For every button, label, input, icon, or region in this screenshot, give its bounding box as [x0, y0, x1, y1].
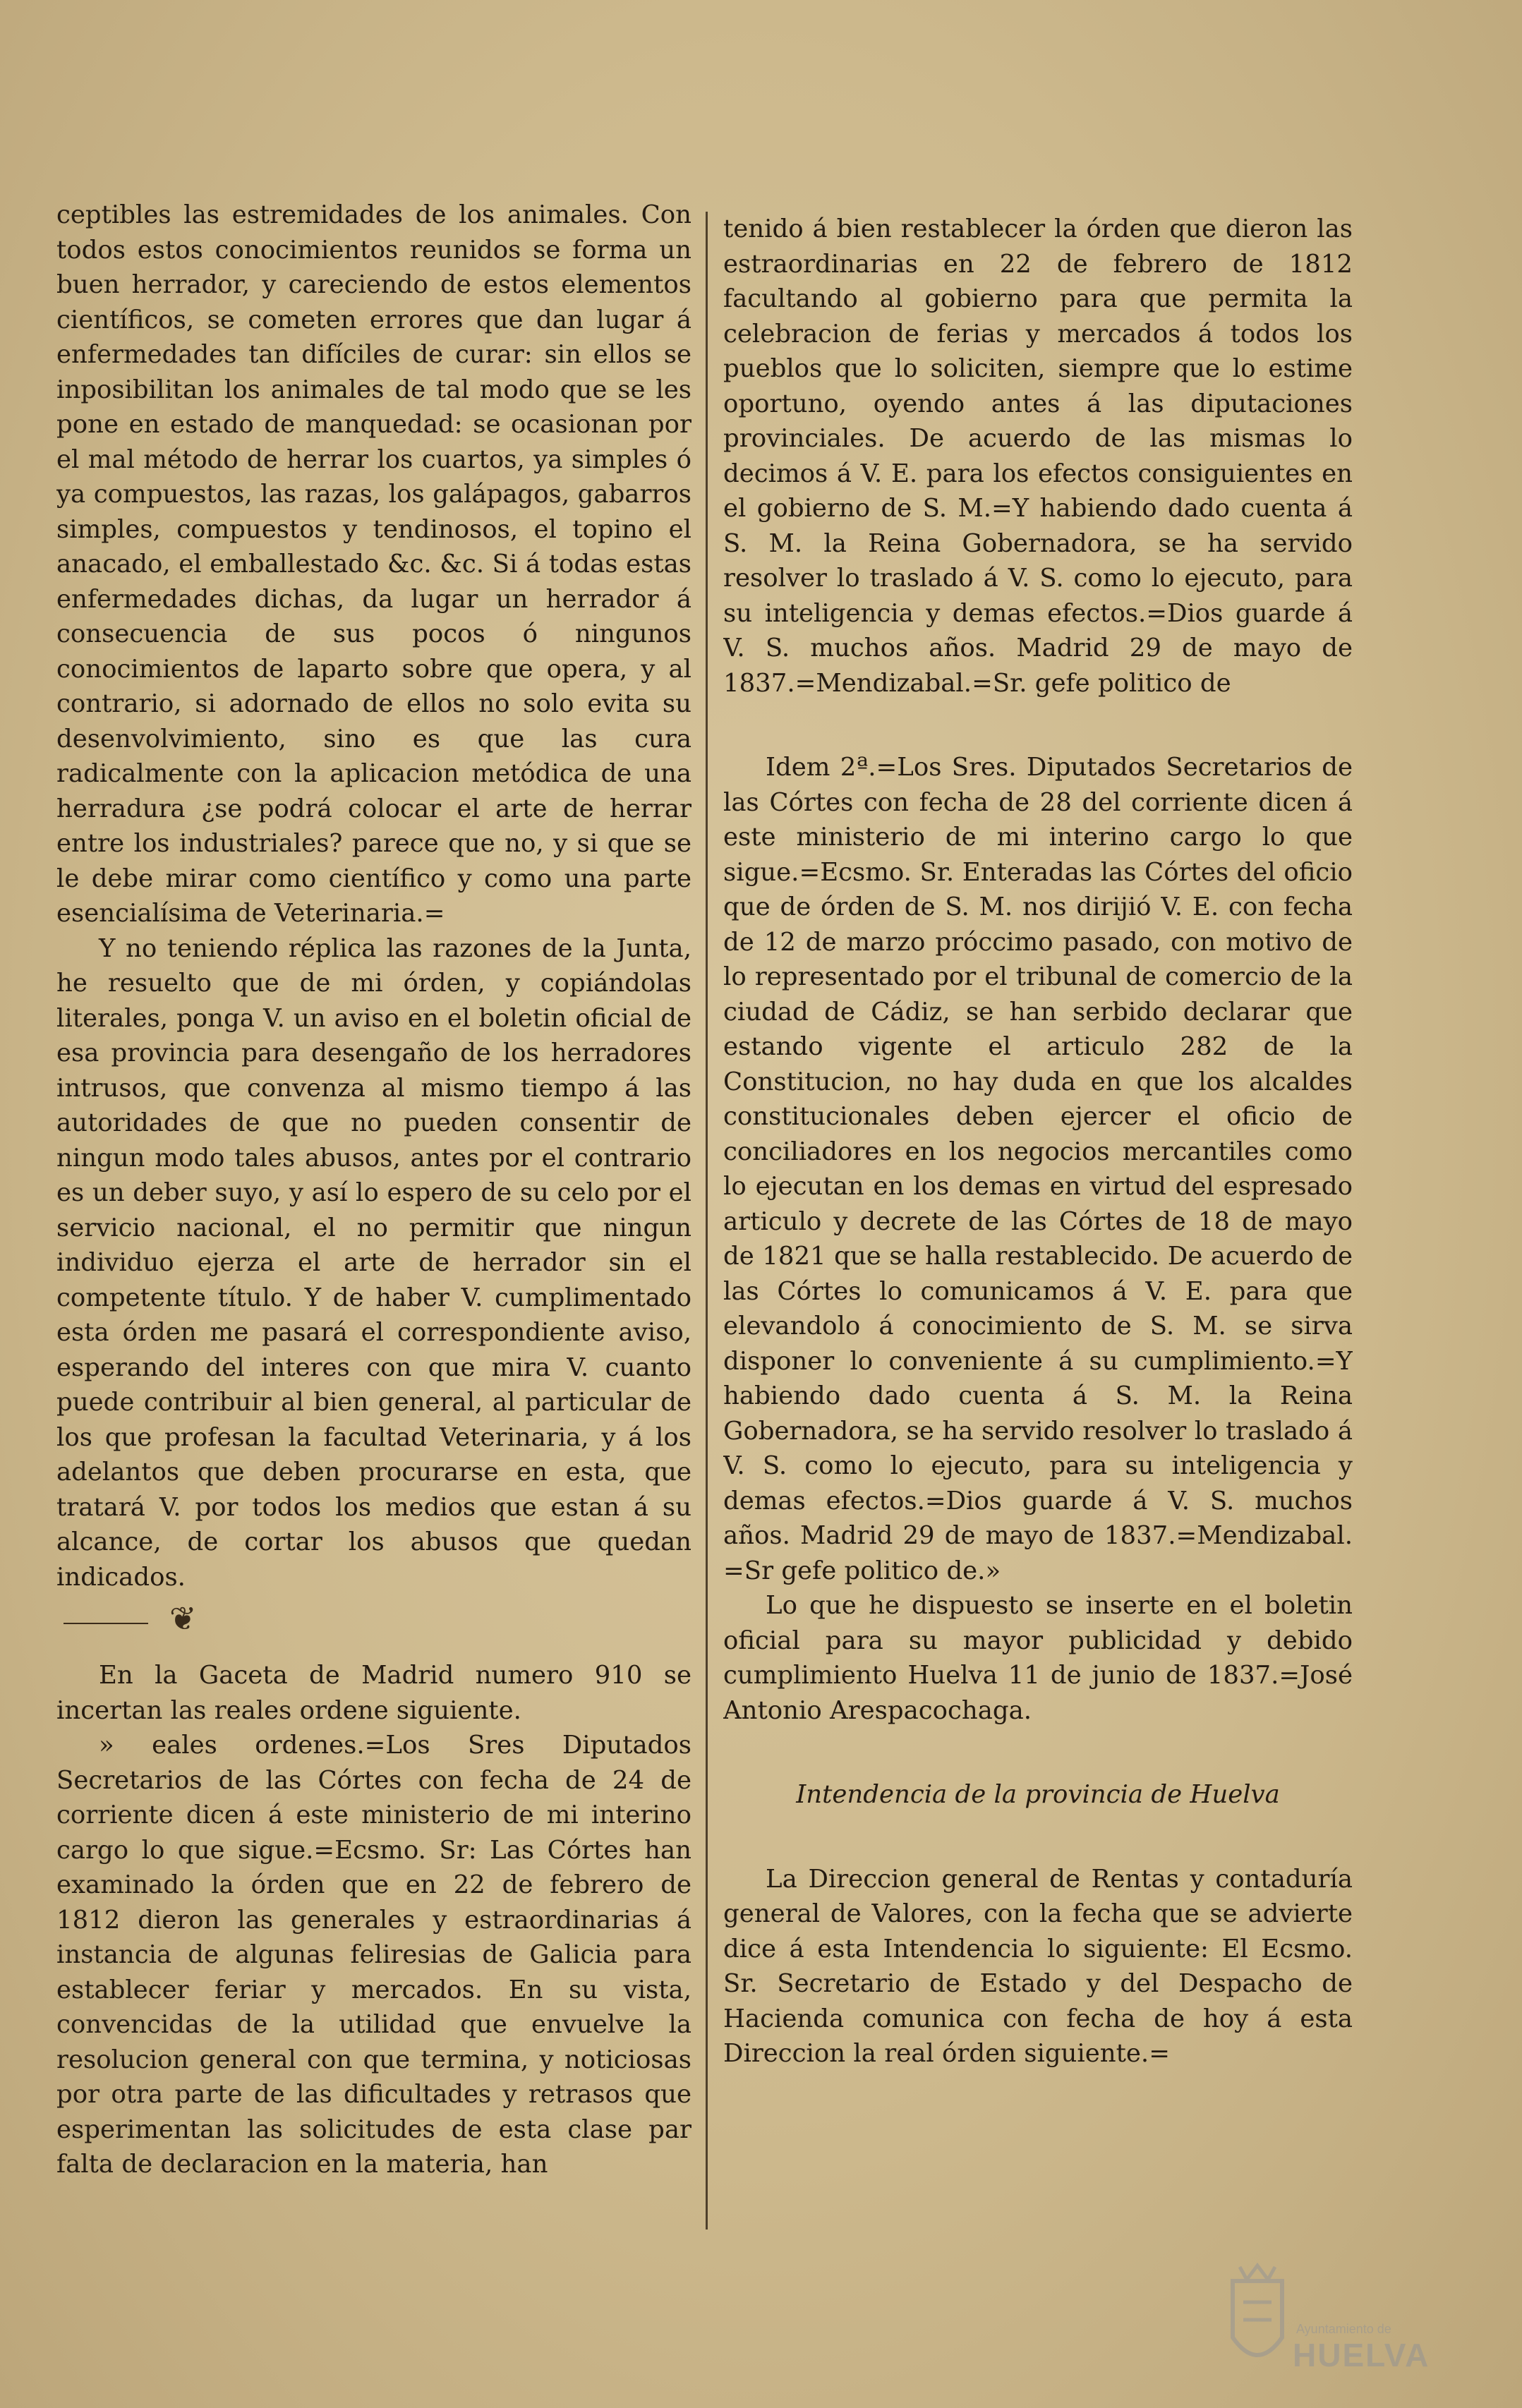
spacer — [723, 1813, 1353, 1862]
watermark-logo — [1226, 2260, 1458, 2380]
left-paragraph-4: » eales ordenes.=Los Sres Diputados Secretarios de las Córtes con fecha de 24 de corriente dicen á este ministerio de mi interino cargo lo que sigue.=Ecsmo. Sr: Las Córtes han examinado la órden que en 22 de febrero de 1812 dieron las generales y estraordinarias á instancia de algunas feliresias de Galicia para establecer feriar y mercados. En su vista, convencidas de la utilidad que envuelve la resolucion general con que termina, y noticiosas por otra parte de las dificultades y retrasos que esperimentan las solicitudes de esta clase par falta de declaracion en la materia, han — [56, 1731, 691, 2179]
ornament-line — [64, 1623, 148, 1624]
right-column — [723, 212, 1353, 2300]
left-paragraph-3: En la Gaceta de Madrid numero 910 se incertan las reales ordene siguiente. — [56, 1661, 691, 1725]
coat-of-arms-icon — [1226, 2260, 1289, 2380]
spacer — [723, 1728, 1353, 1777]
left-paragraph-2: Y no teniendo réplica las razones de la Junta, he resuelto que de mi órden, y copiándolas literales, ponga V. un aviso en el boletin oficial de esa provincia para desengaño de los herradores intrusos, que convenza al mismo tiempo á las autoridades de que no pueden consentir de ningun modo tales abusos, antes por el contrario es un deber suyo, y así lo espero de su celo por el servicio nacional, el no permitir que ningun individuo ejerza el arte de herrador sin el competente título. Y de haber V. cumplimentado esta órden me pasará el correspondiente aviso, esperando del interes con que mira V. cuanto puede contribuir al bien general, al particular de los que profesan la facultad Veterinaria, y á los adelantos que deben procurarse en esta, que tratará V. por todos los medios que estan á su alcance, de cortar los abusos que quedan indicados. — [56, 933, 691, 1592]
column-divider — [706, 212, 708, 2229]
watermark-small-text: Ayuntamiento de — [1296, 2322, 1391, 2336]
section-ornament — [56, 1595, 691, 1658]
left-column — [56, 198, 691, 2286]
section-heading: Intendencia de la provincia de Huelva — [796, 1780, 1280, 1809]
right-paragraph-3: Lo que he dispuesto se inserte en el boletin oficial para su mayor publicidad y debido cumplimiento Huelva 11 de junio de 1837.=José Antonio Arespacochaga. — [723, 1591, 1353, 1725]
watermark-text: HUELVA — [1293, 2337, 1430, 2373]
right-paragraph-2: Idem 2ª.=Los Sres. Diputados Secretarios de las Córtes con fecha de 28 del corriente dicen á este ministerio de mi interino cargo lo que sigue.=Ecsmo. Sr. Enteradas las Córtes del oficio que de órden de S. M. nos dirijió V. E. con fecha de 12 de marzo próccimo pasado, con motivo de lo representado por el tribunal de comercio de la ciudad de Cádiz, se han serbido declarar que estando vigente el articulo 282 de la Constitucion, no hay duda en que los alcaldes constitucionales deben ejercer el oficio de conciliadores en los negocios mercantiles como lo ejecutan en los demas en virtud del espresado articulo y decrete de las Córtes de 18 de mayo de 1821 que se halla restablecido. De acuerdo de las Córtes lo comunicamos á V. E. para que elevandolo á conocimiento de S. M. se sirva disponer lo conveniente á su cumplimiento.=Y habiendo dado cuenta á S. M. la Reina Gobernadora, se ha servido resolver lo traslado á V. S. como lo ejecuto, para su inteligencia y demas efectos.=Dios guarde á V. S. muchos años. Madrid 29 de mayo de 1837.=Mendizabal. =Sr gefe politico de.» — [723, 753, 1353, 1585]
right-paragraph-4: La Direccion general de Rentas y contaduría general de Valores, con la fecha que se advierte dice á esta Intendencia lo siguiente: El Ecsmo. Sr. Secretario de Estado y del Despacho de Hacienda comunica con fecha de hoy á esta Direccion la real órden siguiente.= — [723, 1864, 1353, 2068]
left-paragraph-1: ceptibles las estremidades de los animales. Con todos estos conocimientos reunidos se forma un buen herrador, y careciendo de estos elementos científicos, se cometen errores que dan lugar á enfermedades tan difíciles de curar: sin ellos se inposibilitan los animales de tal modo que se les pone en estado de manquedad: se ocasionan por el mal método de herrar los cuartos, ya simples ó ya compuestos, las razas, los galápagos, gabarros simples, compuestos y tendinosos, el topino el anacado, el emballestado &c. &c. Si á todas estas enfermedades dichas, da lugar un herrador á consecuencia de sus pocos ó ningunos conocimientos de laparto sobre que opera, y al contrario, si adornado de ellos no solo evita su desenvolvimiento, sino es que las cura radicalmente con la aplicacion metódica de una herradura ¿se podrá colocar el arte de herrar entre los industriales? parece que no, y si que se le debe mirar como científico y como una parte esencialísima de Veterinaria.= — [56, 200, 691, 928]
right-paragraph-1: tenido á bien restablecer la órden que dieron las estraordinarias en 22 de febrero de 1812 facultando al gobierno para que permita la celebracion de ferias y mercados á todos los pueblos que lo soliciten, siempre que lo estime oportuno, oyendo antes á las diputaciones provinciales. De acuerdo de las mismas lo decimos á V. E. para los efectos consiguientes en el gobierno de S. M.=Y habiendo dado cuenta á S. M. la Reina Gobernadora, se ha servido resolver lo traslado á V. S. como lo ejecuto, para su inteligencia y demas efectos.=Dios guarde á V. S. muchos años. Madrid 29 de mayo de 1837.=Mendizabal.=Sr. gefe politico de — [723, 214, 1353, 698]
spacer — [723, 701, 1353, 750]
fleuron-icon: ❦ — [169, 1599, 197, 1638]
